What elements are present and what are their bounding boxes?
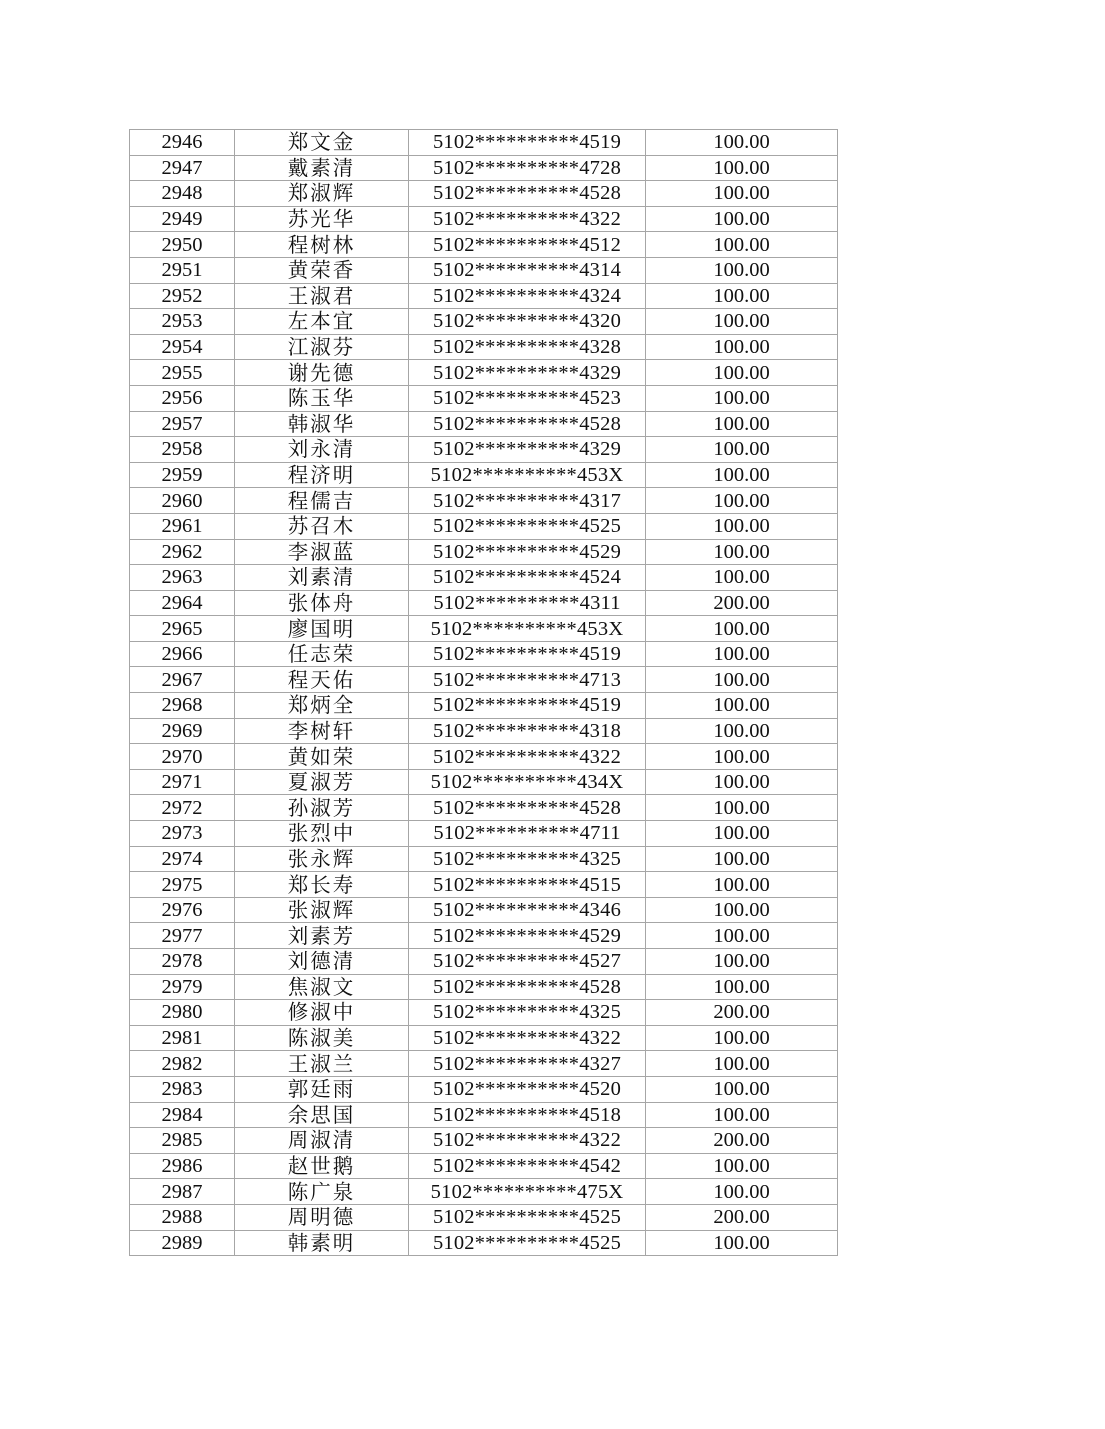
person-name-cell: 刘永清: [235, 437, 409, 463]
table-row: [130, 360, 838, 386]
amount-cell: 100.00: [646, 565, 838, 591]
row-number-cell: 2978: [130, 949, 235, 975]
row-number-cell: 2976: [130, 897, 235, 923]
id-number-cell: 5102**********434X: [409, 769, 646, 795]
id-number-cell: 5102**********4711: [409, 821, 646, 847]
id-number-cell: 5102**********4524: [409, 565, 646, 591]
person-name-cell: 郑淑辉: [235, 181, 409, 207]
row-number-cell: 2980: [130, 1000, 235, 1026]
id-number-cell: 5102**********475X: [409, 1179, 646, 1205]
amount-cell: 100.00: [646, 616, 838, 642]
amount-cell: 200.00: [646, 1000, 838, 1026]
amount-cell: 100.00: [646, 539, 838, 565]
amount-cell: 100.00: [646, 846, 838, 872]
row-number-cell: 2971: [130, 769, 235, 795]
person-name-cell: 程济明: [235, 462, 409, 488]
row-number-cell: 2965: [130, 616, 235, 642]
table-row: [130, 974, 838, 1000]
row-number-cell: 2956: [130, 385, 235, 411]
row-number-cell: 2979: [130, 974, 235, 1000]
id-number-cell: 5102**********4328: [409, 334, 646, 360]
amount-cell: 100.00: [646, 488, 838, 514]
id-number-cell: 5102**********4317: [409, 488, 646, 514]
table-row: [130, 1153, 838, 1179]
amount-cell: 100.00: [646, 232, 838, 258]
table-row: [130, 1076, 838, 1102]
row-number-cell: 2958: [130, 437, 235, 463]
id-number-cell: 5102**********4322: [409, 206, 646, 232]
id-number-cell: 5102**********4525: [409, 1230, 646, 1256]
table-row: [130, 462, 838, 488]
amount-cell: 100.00: [646, 744, 838, 770]
id-number-cell: 5102**********4528: [409, 795, 646, 821]
table-row: [130, 488, 838, 514]
row-number-cell: 2983: [130, 1076, 235, 1102]
row-number-cell: 2964: [130, 590, 235, 616]
amount-cell: 100.00: [646, 872, 838, 898]
roster-table: [129, 129, 838, 1256]
row-number-cell: 2946: [130, 130, 235, 156]
amount-cell: 100.00: [646, 1051, 838, 1077]
row-number-cell: 2981: [130, 1025, 235, 1051]
id-number-cell: 5102**********4528: [409, 411, 646, 437]
amount-cell: 100.00: [646, 1102, 838, 1128]
amount-cell: 100.00: [646, 923, 838, 949]
table-row: [130, 590, 838, 616]
amount-cell: 100.00: [646, 667, 838, 693]
person-name-cell: 苏召木: [235, 513, 409, 539]
row-number-cell: 2984: [130, 1102, 235, 1128]
person-name-cell: 张淑辉: [235, 897, 409, 923]
person-name-cell: 夏淑芳: [235, 769, 409, 795]
row-number-cell: 2949: [130, 206, 235, 232]
id-number-cell: 5102**********4519: [409, 641, 646, 667]
table-row: [130, 181, 838, 207]
person-name-cell: 王淑君: [235, 283, 409, 309]
row-number-cell: 2952: [130, 283, 235, 309]
row-number-cell: 2962: [130, 539, 235, 565]
amount-cell: 100.00: [646, 769, 838, 795]
id-number-cell: 5102**********4325: [409, 1000, 646, 1026]
amount-cell: 100.00: [646, 1179, 838, 1205]
person-name-cell: 周明德: [235, 1204, 409, 1230]
person-name-cell: 黄荣香: [235, 257, 409, 283]
table-row: [130, 309, 838, 335]
amount-cell: 100.00: [646, 385, 838, 411]
amount-cell: 100.00: [646, 411, 838, 437]
person-name-cell: 张永辉: [235, 846, 409, 872]
row-number-cell: 2948: [130, 181, 235, 207]
id-number-cell: 5102**********4523: [409, 385, 646, 411]
table-row: [130, 232, 838, 258]
table-row: [130, 667, 838, 693]
person-name-cell: 王淑兰: [235, 1051, 409, 1077]
id-number-cell: 5102**********4542: [409, 1153, 646, 1179]
id-number-cell: 5102**********4322: [409, 744, 646, 770]
id-number-cell: 5102**********4515: [409, 872, 646, 898]
person-name-cell: 程儒吉: [235, 488, 409, 514]
table-row: [130, 949, 838, 975]
person-name-cell: 修淑中: [235, 1000, 409, 1026]
row-number-cell: 2969: [130, 718, 235, 744]
person-name-cell: 任志荣: [235, 641, 409, 667]
person-name-cell: 刘素芳: [235, 923, 409, 949]
row-number-cell: 2973: [130, 821, 235, 847]
table-row: [130, 437, 838, 463]
row-number-cell: 2986: [130, 1153, 235, 1179]
person-name-cell: 苏光华: [235, 206, 409, 232]
person-name-cell: 李淑蓝: [235, 539, 409, 565]
person-name-cell: 陈玉华: [235, 385, 409, 411]
person-name-cell: 韩素明: [235, 1230, 409, 1256]
table-row: [130, 257, 838, 283]
row-number-cell: 2988: [130, 1204, 235, 1230]
id-number-cell: 5102**********4713: [409, 667, 646, 693]
table-row: [130, 565, 838, 591]
table-row: [130, 1204, 838, 1230]
amount-cell: 100.00: [646, 897, 838, 923]
amount-cell: 100.00: [646, 821, 838, 847]
id-number-cell: 5102**********4329: [409, 360, 646, 386]
id-number-cell: 5102**********4528: [409, 181, 646, 207]
table-row: [130, 693, 838, 719]
amount-cell: 100.00: [646, 206, 838, 232]
amount-cell: 100.00: [646, 155, 838, 181]
person-name-cell: 程树林: [235, 232, 409, 258]
person-name-cell: 江淑芬: [235, 334, 409, 360]
row-number-cell: 2970: [130, 744, 235, 770]
amount-cell: 200.00: [646, 1128, 838, 1154]
row-number-cell: 2950: [130, 232, 235, 258]
amount-cell: 100.00: [646, 693, 838, 719]
table-row: [130, 872, 838, 898]
table-row: [130, 513, 838, 539]
amount-cell: 100.00: [646, 974, 838, 1000]
table-row: [130, 334, 838, 360]
id-number-cell: 5102**********4519: [409, 130, 646, 156]
amount-cell: 100.00: [646, 718, 838, 744]
person-name-cell: 郑炳全: [235, 693, 409, 719]
id-number-cell: 5102**********453X: [409, 462, 646, 488]
id-number-cell: 5102**********4325: [409, 846, 646, 872]
amount-cell: 200.00: [646, 590, 838, 616]
person-name-cell: 黄如荣: [235, 744, 409, 770]
amount-cell: 100.00: [646, 309, 838, 335]
table-row: [130, 206, 838, 232]
table-row: [130, 1000, 838, 1026]
row-number-cell: 2963: [130, 565, 235, 591]
row-number-cell: 2972: [130, 795, 235, 821]
row-number-cell: 2989: [130, 1230, 235, 1256]
person-name-cell: 程天佑: [235, 667, 409, 693]
person-name-cell: 郑长寿: [235, 872, 409, 898]
row-number-cell: 2960: [130, 488, 235, 514]
table-row: [130, 795, 838, 821]
id-number-cell: 5102**********4528: [409, 974, 646, 1000]
amount-cell: 100.00: [646, 437, 838, 463]
table-row: [130, 846, 838, 872]
amount-cell: 100.00: [646, 1230, 838, 1256]
row-number-cell: 2951: [130, 257, 235, 283]
person-name-cell: 焦淑文: [235, 974, 409, 1000]
id-number-cell: 5102**********453X: [409, 616, 646, 642]
amount-cell: 200.00: [646, 1204, 838, 1230]
id-number-cell: 5102**********4322: [409, 1128, 646, 1154]
id-number-cell: 5102**********4525: [409, 1204, 646, 1230]
id-number-cell: 5102**********4314: [409, 257, 646, 283]
id-number-cell: 5102**********4525: [409, 513, 646, 539]
amount-cell: 100.00: [646, 795, 838, 821]
amount-cell: 100.00: [646, 513, 838, 539]
person-name-cell: 刘素清: [235, 565, 409, 591]
id-number-cell: 5102**********4529: [409, 539, 646, 565]
table-row: [130, 616, 838, 642]
person-name-cell: 左本宜: [235, 309, 409, 335]
person-name-cell: 陈淑美: [235, 1025, 409, 1051]
id-number-cell: 5102**********4519: [409, 693, 646, 719]
person-name-cell: 郭廷雨: [235, 1076, 409, 1102]
table-row: [130, 641, 838, 667]
row-number-cell: 2961: [130, 513, 235, 539]
amount-cell: 100.00: [646, 949, 838, 975]
id-number-cell: 5102**********4346: [409, 897, 646, 923]
id-number-cell: 5102**********4327: [409, 1051, 646, 1077]
table-row: [130, 385, 838, 411]
table-row: [130, 1102, 838, 1128]
id-number-cell: 5102**********4518: [409, 1102, 646, 1128]
id-number-cell: 5102**********4728: [409, 155, 646, 181]
person-name-cell: 张体舟: [235, 590, 409, 616]
person-name-cell: 余思国: [235, 1102, 409, 1128]
table-row: [130, 744, 838, 770]
row-number-cell: 2947: [130, 155, 235, 181]
row-number-cell: 2987: [130, 1179, 235, 1205]
amount-cell: 100.00: [646, 1153, 838, 1179]
person-name-cell: 刘德清: [235, 949, 409, 975]
id-number-cell: 5102**********4311: [409, 590, 646, 616]
id-number-cell: 5102**********4529: [409, 923, 646, 949]
amount-cell: 100.00: [646, 257, 838, 283]
amount-cell: 100.00: [646, 641, 838, 667]
row-number-cell: 2955: [130, 360, 235, 386]
amount-cell: 100.00: [646, 1076, 838, 1102]
person-name-cell: 孙淑芳: [235, 795, 409, 821]
id-number-cell: 5102**********4512: [409, 232, 646, 258]
id-number-cell: 5102**********4324: [409, 283, 646, 309]
amount-cell: 100.00: [646, 283, 838, 309]
id-number-cell: 5102**********4329: [409, 437, 646, 463]
row-number-cell: 2968: [130, 693, 235, 719]
table-row: [130, 1128, 838, 1154]
person-name-cell: 张烈中: [235, 821, 409, 847]
amount-cell: 100.00: [646, 1025, 838, 1051]
row-number-cell: 2954: [130, 334, 235, 360]
table-row: [130, 821, 838, 847]
table-row: [130, 897, 838, 923]
table-row: [130, 130, 838, 156]
id-number-cell: 5102**********4527: [409, 949, 646, 975]
table-row: [130, 283, 838, 309]
person-name-cell: 谢先德: [235, 360, 409, 386]
row-number-cell: 2974: [130, 846, 235, 872]
row-number-cell: 2959: [130, 462, 235, 488]
row-number-cell: 2977: [130, 923, 235, 949]
row-number-cell: 2982: [130, 1051, 235, 1077]
table-row: [130, 1025, 838, 1051]
amount-cell: 100.00: [646, 462, 838, 488]
id-number-cell: 5102**********4318: [409, 718, 646, 744]
row-number-cell: 2985: [130, 1128, 235, 1154]
table-row: [130, 1051, 838, 1077]
person-name-cell: 赵世鹅: [235, 1153, 409, 1179]
table-row: [130, 539, 838, 565]
person-name-cell: 韩淑华: [235, 411, 409, 437]
id-number-cell: 5102**********4322: [409, 1025, 646, 1051]
person-name-cell: 廖国明: [235, 616, 409, 642]
roster-table-body: [130, 130, 838, 1256]
row-number-cell: 2957: [130, 411, 235, 437]
table-row: [130, 718, 838, 744]
row-number-cell: 2966: [130, 641, 235, 667]
table-row: [130, 411, 838, 437]
table-row: [130, 155, 838, 181]
amount-cell: 100.00: [646, 334, 838, 360]
row-number-cell: 2967: [130, 667, 235, 693]
person-name-cell: 周淑清: [235, 1128, 409, 1154]
row-number-cell: 2953: [130, 309, 235, 335]
table-row: [130, 769, 838, 795]
person-name-cell: 戴素清: [235, 155, 409, 181]
row-number-cell: 2975: [130, 872, 235, 898]
person-name-cell: 陈广泉: [235, 1179, 409, 1205]
table-row: [130, 923, 838, 949]
amount-cell: 100.00: [646, 360, 838, 386]
table-row: [130, 1230, 838, 1256]
person-name-cell: 郑文金: [235, 130, 409, 156]
table-row: [130, 1179, 838, 1205]
id-number-cell: 5102**********4520: [409, 1076, 646, 1102]
person-name-cell: 李树轩: [235, 718, 409, 744]
amount-cell: 100.00: [646, 181, 838, 207]
amount-cell: 100.00: [646, 130, 838, 156]
id-number-cell: 5102**********4320: [409, 309, 646, 335]
